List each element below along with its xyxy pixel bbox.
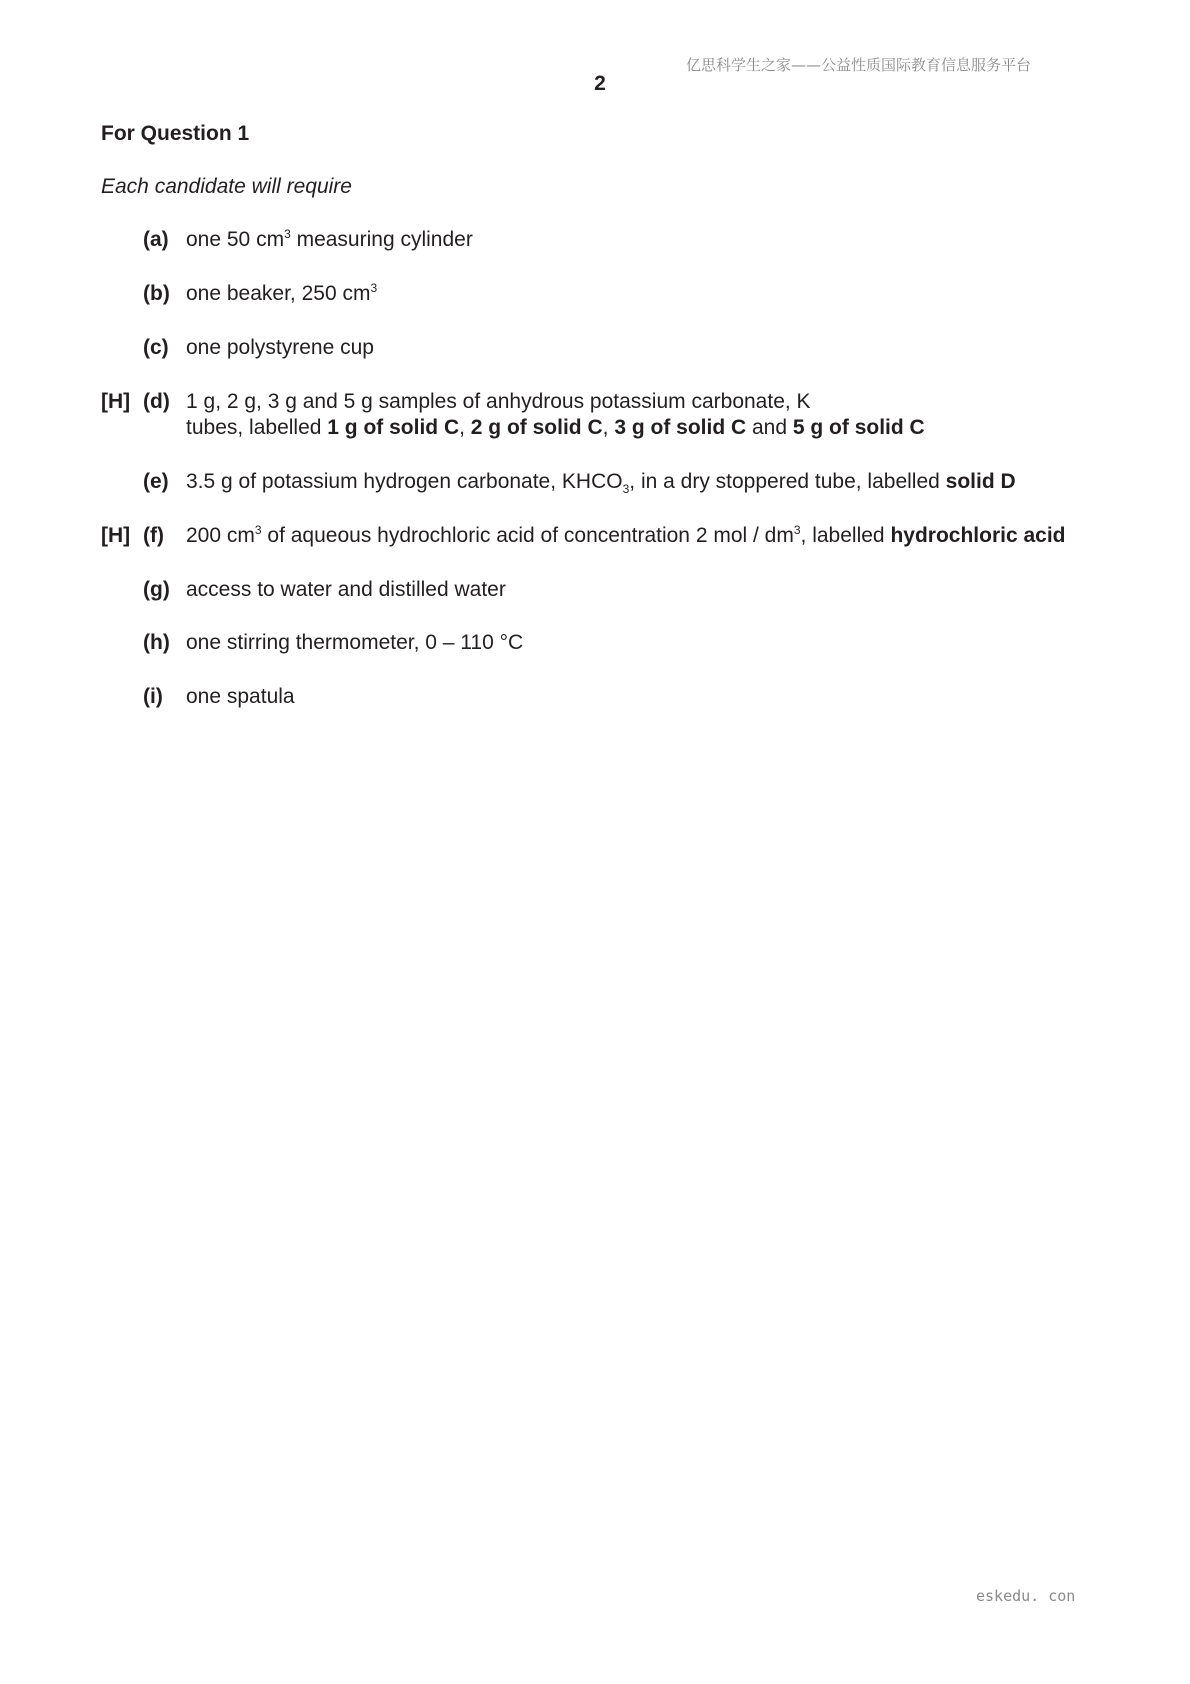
item-label: (b) — [143, 282, 170, 305]
intro-text: Each candidate will require — [101, 175, 352, 198]
item-label: (h) — [143, 631, 170, 654]
item-text: one stirring thermometer, 0 – 110 °C — [186, 631, 524, 654]
list-item-b — [101, 281, 1161, 307]
item-text-line-1: 1 g, 2 g, 3 g and 5 g samples of anhydrous potassium carbonate, K — [186, 390, 811, 413]
item-text: access to water and distilled water — [186, 578, 506, 601]
list-item-e — [101, 469, 1161, 495]
watermark-top: 亿思科学生之家——公益性质国际教育信息服务平台 — [686, 56, 1032, 74]
page-number: 2 — [594, 72, 606, 95]
item-label: (e) — [143, 470, 169, 493]
item-text: one spatula — [186, 685, 295, 708]
list-item-g — [101, 577, 1161, 603]
list-item-i — [101, 684, 1161, 710]
item-label: (a) — [143, 228, 169, 251]
item-label: (g) — [143, 578, 170, 601]
list-item-h — [101, 630, 1161, 656]
list-item-c — [101, 335, 1161, 361]
item-label: (d) — [143, 390, 170, 413]
item-text: 200 $cm^3$ of aqueous hydrochloric acid of concentration 2 mol / $dm^3$, labelled hydrochloric acid — [186, 523, 1066, 547]
item-text-line-2: tubes, labelled 1 g of solid C, 2 g of solid C, 3 g of solid C and 5 g of solid C — [186, 416, 925, 439]
list-item-a — [101, 227, 1161, 253]
watermark-bottom: eskedu. con — [976, 1587, 1076, 1605]
item-label: (c) — [143, 336, 169, 359]
higher-tier-marker: [H] — [101, 390, 131, 413]
item-text: one beaker, 250 $cm^3$ — [186, 281, 378, 305]
question-heading: For Question 1 — [101, 122, 250, 145]
item-label: (f) — [143, 524, 164, 547]
list-item-f — [101, 523, 1161, 549]
higher-tier-marker: [H] — [101, 524, 131, 547]
item-label: (i) — [143, 685, 163, 708]
item-text: 3.5 g of potassium hydrogen carbonate, $KHCO_3$, in a dry stoppered tube, labelled solid D — [186, 470, 1016, 496]
list-item-d — [101, 389, 1161, 441]
item-text: one polystyrene cup — [186, 336, 374, 359]
item-text: one 50 $cm^3$ measuring cylinder — [186, 227, 473, 251]
